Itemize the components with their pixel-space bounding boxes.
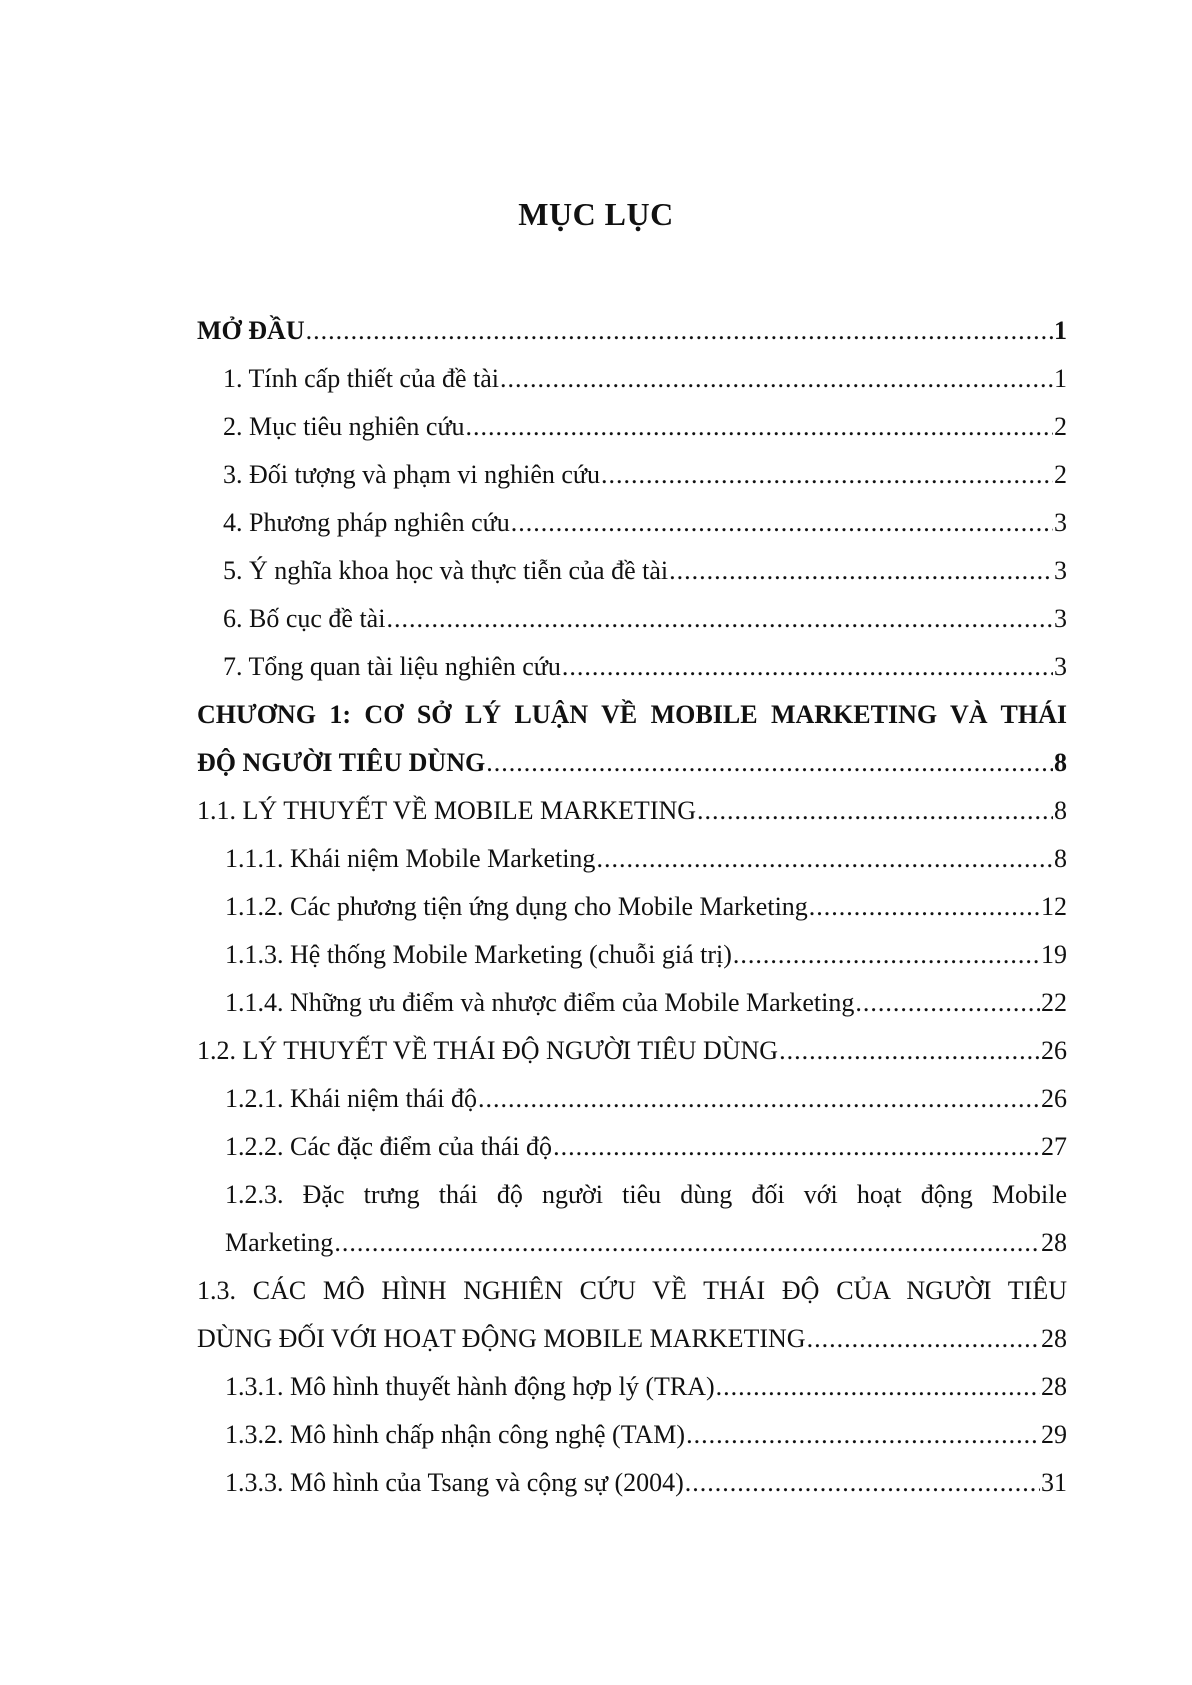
dot-leader (733, 931, 1040, 979)
dot-leader (596, 835, 1053, 883)
toc-entry-title: 6. Bố cục đề tài (223, 604, 386, 633)
toc-entry-page: 3 (1054, 508, 1067, 537)
toc-entry-title: 1.3.2. Mô hình chấp nhận công nghệ (TAM) (225, 1420, 686, 1449)
toc-entry[interactable] (197, 355, 1067, 403)
toc-entry-title: 1. Tính cấp thiết của đề tài (223, 364, 500, 393)
toc-entry-1-2-3[interactable] (197, 1219, 1067, 1267)
toc-entry-page: 26 (1041, 1084, 1067, 1113)
toc-entry-title: 4. Phương pháp nghiên cứu (223, 508, 510, 537)
toc-entry[interactable] (197, 1459, 1067, 1507)
dot-leader (386, 595, 1053, 643)
toc-entry-title: 1.1. LÝ THUYẾT VỀ MOBILE MARKETING (197, 796, 697, 825)
toc-entry-title: 1.2.2. Các đặc điểm của thái độ (225, 1132, 553, 1161)
toc-entry-section[interactable] (197, 787, 1067, 835)
toc-entry-title: MỞ ĐẦU (197, 316, 305, 345)
toc-entry-page: 28 (1041, 1324, 1067, 1353)
toc-entry[interactable] (197, 547, 1067, 595)
dot-leader (809, 883, 1040, 931)
dot-leader (685, 1459, 1040, 1507)
toc-entry-title: 1.1.2. Các phương tiện ứng dụng cho Mobile Marketing (225, 892, 808, 921)
toc-entry[interactable] (197, 643, 1067, 691)
dot-leader (466, 403, 1053, 451)
dot-leader (562, 643, 1053, 691)
toc-entry-title: 3. Đối tượng và phạm vi nghiên cứu (223, 460, 600, 489)
toc-entry-page: 3 (1054, 556, 1067, 585)
dot-leader (306, 307, 1053, 355)
toc-entry-page: 8 (1054, 844, 1067, 873)
toc-entry[interactable] (197, 499, 1067, 547)
toc-entry-title: 1.2.1. Khái niệm thái độ (225, 1084, 478, 1113)
toc-entry-page: 26 (1041, 1036, 1067, 1065)
dot-leader (601, 451, 1053, 499)
dot-leader (486, 739, 1053, 787)
toc-chapter-1-line1[interactable]: CHƯƠNG 1: CƠ SỞ LÝ LUẬN VỀ MOBILE MARKETING VÀ THÁI (197, 700, 1067, 729)
toc-section-1-3-line1[interactable]: 1.3. CÁC MÔ HÌNH NGHIÊN CỨU VỀ THÁI ĐỘ CỦA NGƯỜI TIÊU (197, 1276, 1067, 1305)
toc-entry-page: 28 (1041, 1228, 1067, 1257)
dot-leader (779, 1027, 1040, 1075)
toc-entry-page: 8 (1054, 748, 1067, 777)
toc-entry-title: 2. Mục tiêu nghiên cứu (223, 412, 465, 441)
toc-entry-title: 1.2. LÝ THUYẾT VỀ THÁI ĐỘ NGƯỜI TIÊU DÙNG (197, 1036, 779, 1065)
toc-entry[interactable] (197, 451, 1067, 499)
toc-entry-page: 31 (1041, 1468, 1067, 1497)
dot-leader (500, 355, 1053, 403)
toc-entry-title: 1.1.3. Hệ thống Mobile Marketing (chuỗi giá trị) (225, 940, 732, 969)
toc-entry-title: 7. Tổng quan tài liệu nghiên cứu (223, 652, 561, 681)
toc-entry-section[interactable] (197, 1315, 1067, 1363)
toc-entry-page: 22 (1041, 988, 1067, 1017)
dot-leader (334, 1219, 1040, 1267)
dot-leader (478, 1075, 1040, 1123)
toc-entry-page: 2 (1054, 412, 1067, 441)
toc-entry-page: 27 (1041, 1132, 1067, 1161)
page-title: MỤC LỤC (518, 196, 674, 232)
toc-entry-page: 28 (1041, 1372, 1067, 1401)
toc-entry-page: 3 (1054, 604, 1067, 633)
toc-entry[interactable] (197, 1363, 1067, 1411)
toc-entry[interactable] (197, 979, 1067, 1027)
toc-entry-title: 1.1.4. Những ưu điểm và nhược điểm của Mobile Marketing (225, 988, 855, 1017)
dot-leader (553, 1123, 1040, 1171)
dot-leader (511, 499, 1053, 547)
toc-entry-title: ĐỘ NGƯỜI TIÊU DÙNG (197, 748, 486, 777)
toc-entry-page: 8 (1054, 796, 1067, 825)
toc-entry[interactable] (197, 1123, 1067, 1171)
dot-leader (669, 547, 1053, 595)
toc-entry[interactable] (197, 835, 1067, 883)
toc-entry-page: 3 (1054, 652, 1067, 681)
toc-entry-chapter-1[interactable] (197, 739, 1067, 787)
dot-leader (716, 1363, 1040, 1411)
toc-entry-title: 1.1.1. Khái niệm Mobile Marketing (225, 844, 596, 873)
toc-entry-page: 2 (1054, 460, 1067, 489)
toc-entry-page: 19 (1041, 940, 1067, 969)
toc-entry[interactable] (197, 403, 1067, 451)
dot-leader (686, 1411, 1040, 1459)
toc-entry[interactable] (197, 1411, 1067, 1459)
toc-entry-title: Marketing (225, 1228, 334, 1257)
toc-entry-title: 1.3.3. Mô hình của Tsang và cộng sự (2004) (225, 1468, 684, 1497)
toc-entry-1-2-3-line1[interactable]: 1.2.3. Đặc trưng thái độ người tiêu dùng đối với hoạt động Mobile (225, 1180, 1067, 1209)
table-of-contents (197, 307, 1067, 1507)
toc-entry-title: 5. Ý nghĩa khoa học và thực tiễn của đề tài (223, 556, 669, 585)
toc-entry-page: 12 (1041, 892, 1067, 921)
toc-entry[interactable] (197, 883, 1067, 931)
toc-entry-page: 1 (1054, 364, 1067, 393)
toc-entry-mo-dau[interactable] (197, 307, 1067, 355)
toc-entry[interactable] (197, 1075, 1067, 1123)
dot-leader (807, 1315, 1040, 1363)
toc-entry-title: 1.3.1. Mô hình thuyết hành động hợp lý (TRA) (225, 1372, 715, 1401)
toc-entry-title: DÙNG ĐỐI VỚI HOẠT ĐỘNG MOBILE MARKETING (197, 1324, 806, 1353)
toc-entry[interactable] (197, 931, 1067, 979)
dot-leader (697, 787, 1053, 835)
toc-entry-page: 29 (1041, 1420, 1067, 1449)
toc-entry-section[interactable] (197, 1027, 1067, 1075)
toc-entry-page: 1 (1054, 316, 1067, 345)
toc-entry[interactable] (197, 595, 1067, 643)
dot-leader (855, 979, 1040, 1027)
